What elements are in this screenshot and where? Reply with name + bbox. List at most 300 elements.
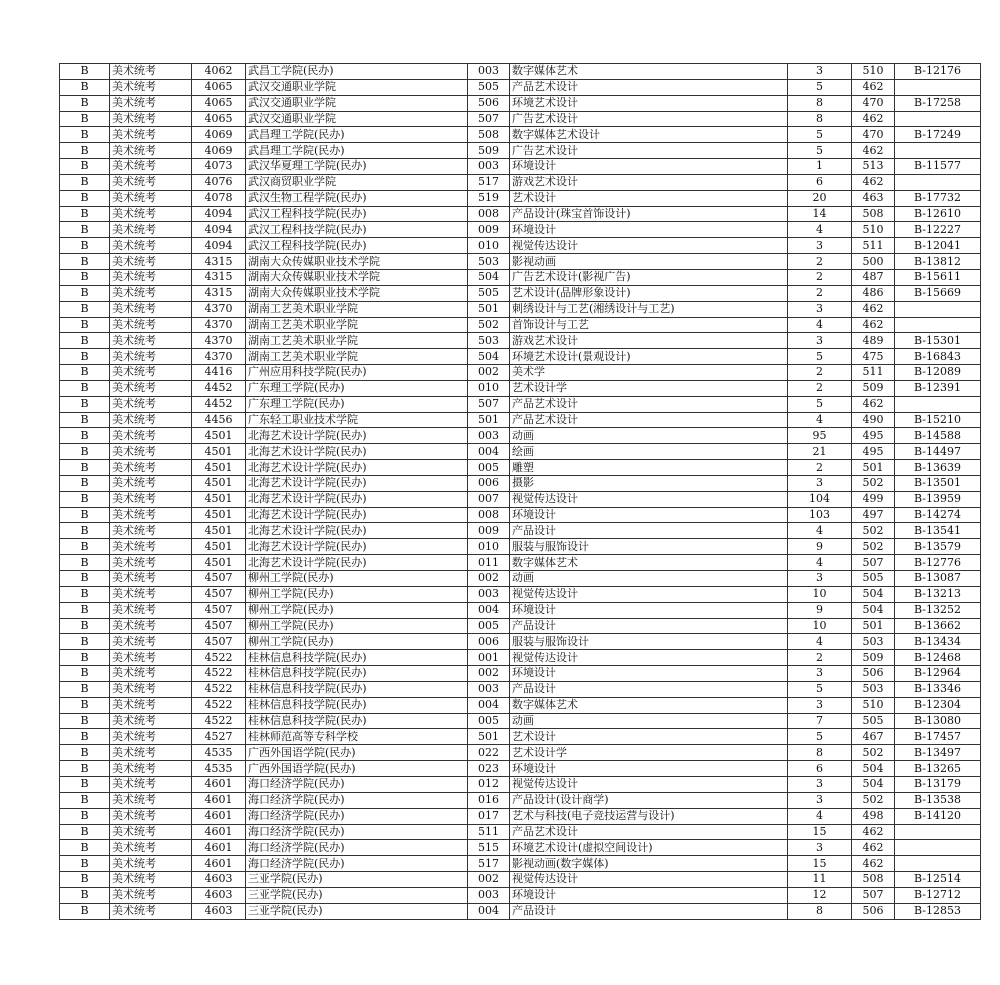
min-score-cell: 502 — [852, 539, 895, 555]
min-score-cell: 513 — [852, 159, 895, 175]
table-row — [60, 444, 981, 460]
major-code-cell: 505 — [468, 285, 510, 301]
school-name-cell: 北海艺术设计学院(民办) — [246, 523, 468, 539]
major-name-cell: 数字媒体艺术设计 — [510, 127, 788, 143]
table-row — [60, 317, 981, 333]
major-code-cell: 501 — [468, 412, 510, 428]
exam-type-cell: 美术统考 — [110, 523, 192, 539]
table-row — [60, 571, 981, 587]
major-name-cell: 视觉传达设计 — [510, 586, 788, 602]
rank-cell — [895, 317, 981, 333]
exam-type-cell: 美术统考 — [110, 254, 192, 270]
major-name-cell: 广告艺术设计 — [510, 111, 788, 127]
plan-count-cell: 2 — [788, 380, 852, 396]
min-score-cell: 510 — [852, 697, 895, 713]
table-row — [60, 523, 981, 539]
school-code-cell: 4078 — [192, 190, 246, 206]
major-code-cell: 501 — [468, 729, 510, 745]
batch-cell: B — [60, 79, 110, 95]
plan-count-cell: 12 — [788, 887, 852, 903]
school-name-cell: 桂林信息科技学院(民办) — [246, 681, 468, 697]
batch-cell: B — [60, 127, 110, 143]
school-name-cell: 武汉交通职业学院 — [246, 95, 468, 111]
rank-cell: B-15611 — [895, 269, 981, 285]
exam-type-cell: 美术统考 — [110, 745, 192, 761]
plan-count-cell: 20 — [788, 190, 852, 206]
major-code-cell: 002 — [468, 365, 510, 381]
table-row — [60, 824, 981, 840]
school-name-cell: 武汉交通职业学院 — [246, 79, 468, 95]
major-code-cell: 003 — [468, 428, 510, 444]
exam-type-cell: 美术统考 — [110, 840, 192, 856]
exam-type-cell: 美术统考 — [110, 776, 192, 792]
major-name-cell: 游戏艺术设计 — [510, 174, 788, 190]
major-name-cell: 环境设计 — [510, 761, 788, 777]
school-code-cell: 4522 — [192, 666, 246, 682]
rank-cell: B-11577 — [895, 159, 981, 175]
min-score-cell: 498 — [852, 808, 895, 824]
table-row — [60, 349, 981, 365]
major-code-cell: 501 — [468, 301, 510, 317]
batch-cell: B — [60, 713, 110, 729]
table-row — [60, 491, 981, 507]
exam-type-cell: 美术统考 — [110, 539, 192, 555]
table-row — [60, 222, 981, 238]
major-name-cell: 产品设计(珠宝首饰设计) — [510, 206, 788, 222]
plan-count-cell: 10 — [788, 618, 852, 634]
table-row — [60, 666, 981, 682]
min-score-cell: 487 — [852, 269, 895, 285]
plan-count-cell: 5 — [788, 396, 852, 412]
batch-cell: B — [60, 349, 110, 365]
exam-type-cell: 美术统考 — [110, 761, 192, 777]
table-row — [60, 792, 981, 808]
table-row — [60, 143, 981, 159]
batch-cell: B — [60, 650, 110, 666]
min-score-cell: 502 — [852, 745, 895, 761]
batch-cell: B — [60, 222, 110, 238]
plan-count-cell: 4 — [788, 555, 852, 571]
exam-type-cell: 美术统考 — [110, 729, 192, 745]
school-name-cell: 武汉生物工程学院(民办) — [246, 190, 468, 206]
plan-count-cell: 4 — [788, 222, 852, 238]
rank-cell: B-15301 — [895, 333, 981, 349]
table-row — [60, 95, 981, 111]
exam-type-cell: 美术统考 — [110, 238, 192, 254]
major-code-cell: 517 — [468, 174, 510, 190]
major-code-cell: 507 — [468, 396, 510, 412]
school-code-cell: 4370 — [192, 349, 246, 365]
rank-cell: B-12304 — [895, 697, 981, 713]
major-code-cell: 508 — [468, 127, 510, 143]
major-code-cell: 504 — [468, 349, 510, 365]
school-code-cell: 4507 — [192, 634, 246, 650]
min-score-cell: 463 — [852, 190, 895, 206]
rank-cell — [895, 174, 981, 190]
major-name-cell: 环境设计 — [510, 222, 788, 238]
major-code-cell: 011 — [468, 555, 510, 571]
exam-type-cell: 美术统考 — [110, 190, 192, 206]
rank-cell: B-13434 — [895, 634, 981, 650]
plan-count-cell: 15 — [788, 856, 852, 872]
batch-cell: B — [60, 507, 110, 523]
table-row — [60, 507, 981, 523]
school-name-cell: 广西外国语学院(民办) — [246, 761, 468, 777]
batch-cell: B — [60, 824, 110, 840]
major-code-cell: 002 — [468, 571, 510, 587]
plan-count-cell: 3 — [788, 571, 852, 587]
school-name-cell: 湖南工艺美术职业学院 — [246, 333, 468, 349]
batch-cell: B — [60, 254, 110, 270]
exam-type-cell: 美术统考 — [110, 380, 192, 396]
exam-type-cell: 美术统考 — [110, 634, 192, 650]
exam-type-cell: 美术统考 — [110, 95, 192, 111]
school-code-cell: 4065 — [192, 79, 246, 95]
batch-cell: B — [60, 190, 110, 206]
batch-cell: B — [60, 792, 110, 808]
school-name-cell: 柳州工学院(民办) — [246, 571, 468, 587]
table-row — [60, 808, 981, 824]
batch-cell: B — [60, 301, 110, 317]
school-name-cell: 桂林信息科技学院(民办) — [246, 713, 468, 729]
table-row — [60, 618, 981, 634]
min-score-cell: 503 — [852, 634, 895, 650]
table-row — [60, 586, 981, 602]
major-code-cell: 004 — [468, 602, 510, 618]
min-score-cell: 509 — [852, 380, 895, 396]
major-name-cell: 美术学 — [510, 365, 788, 381]
school-code-cell: 4094 — [192, 222, 246, 238]
batch-cell: B — [60, 428, 110, 444]
exam-type-cell: 美术统考 — [110, 666, 192, 682]
batch-cell: B — [60, 666, 110, 682]
school-name-cell: 武汉华夏理工学院(民办) — [246, 159, 468, 175]
min-score-cell: 502 — [852, 523, 895, 539]
rank-cell: B-13087 — [895, 571, 981, 587]
plan-count-cell: 21 — [788, 444, 852, 460]
batch-cell: B — [60, 64, 110, 80]
exam-type-cell: 美术统考 — [110, 206, 192, 222]
major-name-cell: 绘画 — [510, 444, 788, 460]
plan-count-cell: 2 — [788, 650, 852, 666]
major-name-cell: 视觉传达设计 — [510, 491, 788, 507]
rank-cell: B-13497 — [895, 745, 981, 761]
table-row — [60, 650, 981, 666]
major-code-cell: 003 — [468, 64, 510, 80]
major-code-cell: 009 — [468, 222, 510, 238]
plan-count-cell: 3 — [788, 776, 852, 792]
table-row — [60, 64, 981, 80]
major-code-cell: 008 — [468, 206, 510, 222]
school-name-cell: 海口经济学院(民办) — [246, 776, 468, 792]
rank-cell: B-14497 — [895, 444, 981, 460]
table-row — [60, 428, 981, 444]
min-score-cell: 510 — [852, 222, 895, 238]
min-score-cell: 462 — [852, 301, 895, 317]
major-name-cell: 数字媒体艺术 — [510, 555, 788, 571]
batch-cell: B — [60, 396, 110, 412]
exam-type-cell: 美术统考 — [110, 713, 192, 729]
batch-cell: B — [60, 856, 110, 872]
school-code-cell: 4603 — [192, 887, 246, 903]
rank-cell: B-15669 — [895, 285, 981, 301]
table-row — [60, 111, 981, 127]
major-code-cell: 007 — [468, 491, 510, 507]
batch-cell: B — [60, 95, 110, 111]
major-name-cell: 视觉传达设计 — [510, 238, 788, 254]
batch-cell: B — [60, 269, 110, 285]
plan-count-cell: 5 — [788, 729, 852, 745]
major-code-cell: 006 — [468, 634, 510, 650]
min-score-cell: 510 — [852, 64, 895, 80]
table-row — [60, 840, 981, 856]
rank-cell: B-13639 — [895, 460, 981, 476]
batch-cell: B — [60, 776, 110, 792]
plan-count-cell: 9 — [788, 539, 852, 555]
batch-cell: B — [60, 380, 110, 396]
exam-type-cell: 美术统考 — [110, 618, 192, 634]
major-code-cell: 503 — [468, 333, 510, 349]
plan-count-cell: 2 — [788, 254, 852, 270]
major-name-cell: 产品艺术设计 — [510, 824, 788, 840]
major-name-cell: 产品设计 — [510, 681, 788, 697]
batch-cell: B — [60, 317, 110, 333]
major-name-cell: 产品艺术设计 — [510, 412, 788, 428]
plan-count-cell: 103 — [788, 507, 852, 523]
major-name-cell: 艺术设计 — [510, 729, 788, 745]
major-code-cell: 511 — [468, 824, 510, 840]
min-score-cell: 504 — [852, 602, 895, 618]
plan-count-cell: 7 — [788, 713, 852, 729]
rank-cell: B-13812 — [895, 254, 981, 270]
table-row — [60, 190, 981, 206]
school-code-cell: 4370 — [192, 301, 246, 317]
school-code-cell: 4416 — [192, 365, 246, 381]
school-code-cell: 4501 — [192, 491, 246, 507]
table-row — [60, 697, 981, 713]
rank-cell: B-17258 — [895, 95, 981, 111]
major-name-cell: 首饰设计与工艺 — [510, 317, 788, 333]
min-score-cell: 497 — [852, 507, 895, 523]
school-code-cell: 4315 — [192, 285, 246, 301]
school-name-cell: 北海艺术设计学院(民办) — [246, 444, 468, 460]
batch-cell: B — [60, 729, 110, 745]
school-name-cell: 武汉商贸职业学院 — [246, 174, 468, 190]
school-code-cell: 4501 — [192, 539, 246, 555]
major-name-cell: 动画 — [510, 428, 788, 444]
plan-count-cell: 8 — [788, 903, 852, 919]
exam-type-cell: 美术统考 — [110, 507, 192, 523]
rank-cell: B-16843 — [895, 349, 981, 365]
major-name-cell: 摄影 — [510, 475, 788, 491]
school-name-cell: 海口经济学院(民办) — [246, 856, 468, 872]
table-row — [60, 206, 981, 222]
rank-cell: B-14120 — [895, 808, 981, 824]
school-code-cell: 4452 — [192, 380, 246, 396]
batch-cell: B — [60, 491, 110, 507]
major-code-cell: 002 — [468, 666, 510, 682]
school-name-cell: 北海艺术设计学院(民办) — [246, 491, 468, 507]
min-score-cell: 504 — [852, 586, 895, 602]
table-body — [60, 64, 981, 920]
min-score-cell: 504 — [852, 761, 895, 777]
plan-count-cell: 3 — [788, 840, 852, 856]
school-name-cell: 三亚学院(民办) — [246, 887, 468, 903]
school-name-cell: 湖南工艺美术职业学院 — [246, 349, 468, 365]
rank-cell: B-13213 — [895, 586, 981, 602]
school-name-cell: 武汉交通职业学院 — [246, 111, 468, 127]
school-name-cell: 武汉工程科技学院(民办) — [246, 206, 468, 222]
min-score-cell: 462 — [852, 111, 895, 127]
school-name-cell: 桂林信息科技学院(民办) — [246, 697, 468, 713]
table-row — [60, 539, 981, 555]
batch-cell: B — [60, 586, 110, 602]
rank-cell: B-12227 — [895, 222, 981, 238]
school-name-cell: 海口经济学院(民办) — [246, 824, 468, 840]
rank-cell — [895, 79, 981, 95]
major-name-cell: 环境设计 — [510, 666, 788, 682]
rank-cell: B-17732 — [895, 190, 981, 206]
table-row — [60, 396, 981, 412]
batch-cell: B — [60, 872, 110, 888]
plan-count-cell: 3 — [788, 666, 852, 682]
school-code-cell: 4501 — [192, 475, 246, 491]
exam-type-cell: 美术统考 — [110, 174, 192, 190]
exam-type-cell: 美术统考 — [110, 111, 192, 127]
table-row — [60, 254, 981, 270]
school-code-cell: 4603 — [192, 903, 246, 919]
school-code-cell: 4073 — [192, 159, 246, 175]
major-code-cell: 012 — [468, 776, 510, 792]
school-code-cell: 4601 — [192, 840, 246, 856]
table-row — [60, 269, 981, 285]
batch-cell: B — [60, 903, 110, 919]
rank-cell: B-13959 — [895, 491, 981, 507]
plan-count-cell: 4 — [788, 412, 852, 428]
exam-type-cell: 美术统考 — [110, 460, 192, 476]
school-name-cell: 湖南大众传媒职业技术学院 — [246, 254, 468, 270]
plan-count-cell: 5 — [788, 127, 852, 143]
school-code-cell: 4535 — [192, 761, 246, 777]
school-name-cell: 海口经济学院(民办) — [246, 792, 468, 808]
rank-cell: B-12610 — [895, 206, 981, 222]
major-code-cell: 016 — [468, 792, 510, 808]
school-name-cell: 海口经济学院(民办) — [246, 840, 468, 856]
min-score-cell: 504 — [852, 776, 895, 792]
major-name-cell: 影视动画 — [510, 254, 788, 270]
min-score-cell: 503 — [852, 681, 895, 697]
batch-cell: B — [60, 444, 110, 460]
exam-type-cell: 美术统考 — [110, 475, 192, 491]
min-score-cell: 506 — [852, 666, 895, 682]
exam-type-cell: 美术统考 — [110, 586, 192, 602]
major-code-cell: 001 — [468, 650, 510, 666]
school-name-cell: 北海艺术设计学院(民办) — [246, 475, 468, 491]
major-code-cell: 003 — [468, 159, 510, 175]
school-code-cell: 4094 — [192, 238, 246, 254]
school-name-cell: 桂林信息科技学院(民办) — [246, 666, 468, 682]
rank-cell: B-13265 — [895, 761, 981, 777]
plan-count-cell: 104 — [788, 491, 852, 507]
school-code-cell: 4601 — [192, 824, 246, 840]
major-name-cell: 环境设计 — [510, 507, 788, 523]
major-name-cell: 广告艺术设计 — [510, 143, 788, 159]
batch-cell: B — [60, 887, 110, 903]
min-score-cell: 462 — [852, 174, 895, 190]
min-score-cell: 509 — [852, 650, 895, 666]
exam-type-cell: 美术统考 — [110, 697, 192, 713]
major-name-cell: 刺绣设计与工艺(湘绣设计与工艺) — [510, 301, 788, 317]
school-code-cell: 4062 — [192, 64, 246, 80]
batch-cell: B — [60, 681, 110, 697]
rank-cell: B-13252 — [895, 602, 981, 618]
table-row — [60, 872, 981, 888]
min-score-cell: 470 — [852, 95, 895, 111]
major-code-cell: 004 — [468, 903, 510, 919]
table-row — [60, 475, 981, 491]
school-code-cell: 4603 — [192, 872, 246, 888]
school-name-cell: 北海艺术设计学院(民办) — [246, 460, 468, 476]
plan-count-cell: 1 — [788, 159, 852, 175]
major-code-cell: 504 — [468, 269, 510, 285]
school-name-cell: 海口经济学院(民办) — [246, 808, 468, 824]
school-name-cell: 湖南大众传媒职业技术学院 — [246, 285, 468, 301]
table-row — [60, 159, 981, 175]
major-name-cell: 艺术设计 — [510, 190, 788, 206]
major-name-cell: 产品艺术设计 — [510, 79, 788, 95]
major-name-cell: 产品设计 — [510, 618, 788, 634]
plan-count-cell: 3 — [788, 64, 852, 80]
rank-cell: B-12964 — [895, 666, 981, 682]
school-code-cell: 4507 — [192, 586, 246, 602]
school-code-cell: 4601 — [192, 856, 246, 872]
major-code-cell: 502 — [468, 317, 510, 333]
rank-cell: B-12776 — [895, 555, 981, 571]
table-row — [60, 238, 981, 254]
school-code-cell: 4522 — [192, 650, 246, 666]
major-code-cell: 003 — [468, 586, 510, 602]
major-name-cell: 动画 — [510, 713, 788, 729]
school-code-cell: 4601 — [192, 776, 246, 792]
rank-cell: B-13501 — [895, 475, 981, 491]
min-score-cell: 506 — [852, 903, 895, 919]
exam-type-cell: 美术统考 — [110, 792, 192, 808]
batch-cell: B — [60, 475, 110, 491]
plan-count-cell: 8 — [788, 95, 852, 111]
table-row — [60, 380, 981, 396]
school-name-cell: 武昌理工学院(民办) — [246, 127, 468, 143]
major-code-cell: 010 — [468, 539, 510, 555]
rank-cell — [895, 301, 981, 317]
exam-type-cell: 美术统考 — [110, 285, 192, 301]
batch-cell: B — [60, 602, 110, 618]
school-code-cell: 4501 — [192, 444, 246, 460]
rank-cell: B-13541 — [895, 523, 981, 539]
exam-type-cell: 美术统考 — [110, 222, 192, 238]
table-row — [60, 634, 981, 650]
school-name-cell: 柳州工学院(民办) — [246, 618, 468, 634]
major-name-cell: 环境设计 — [510, 887, 788, 903]
school-name-cell: 桂林信息科技学院(民办) — [246, 650, 468, 666]
school-name-cell: 三亚学院(民办) — [246, 872, 468, 888]
major-code-cell: 010 — [468, 380, 510, 396]
major-code-cell: 023 — [468, 761, 510, 777]
batch-cell: B — [60, 285, 110, 301]
major-code-cell: 017 — [468, 808, 510, 824]
school-code-cell: 4069 — [192, 143, 246, 159]
min-score-cell: 505 — [852, 571, 895, 587]
major-name-cell: 艺术与科技(电子竞技运营与设计) — [510, 808, 788, 824]
